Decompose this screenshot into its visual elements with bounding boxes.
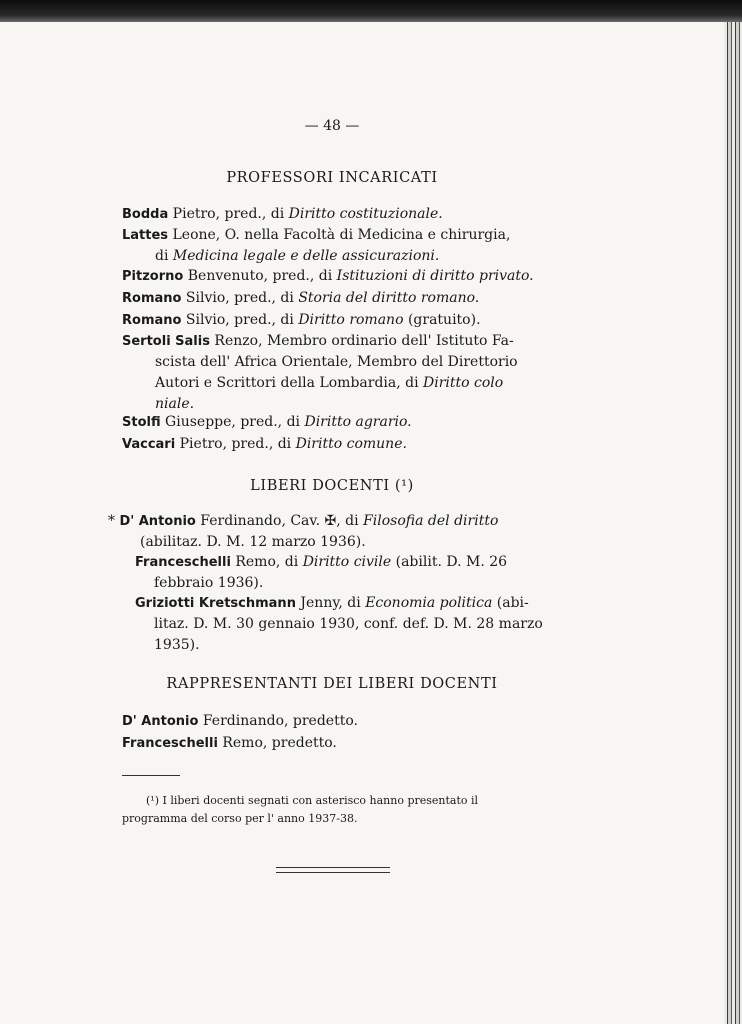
entry-subject: Storia del diritto romano. bbox=[298, 290, 480, 306]
entry-text: Jenny, di bbox=[295, 595, 366, 611]
entry-text: Autori e Scrittori della Lombardia, di bbox=[155, 375, 424, 391]
entry-text: Pietro, pred., di bbox=[168, 206, 289, 222]
entry-name: Pitzorno bbox=[122, 269, 184, 284]
entry-text: Remo, predetto. bbox=[217, 735, 337, 751]
entry-name: Romano bbox=[122, 313, 182, 328]
entry-text: Ferdinando, Cav. ✠, di bbox=[195, 513, 364, 529]
asterisk-marker: * bbox=[108, 513, 120, 529]
entry-name: Romano bbox=[122, 291, 182, 306]
entry-continuation: (abilitaz. D. M. 12 marzo 1936). bbox=[140, 534, 366, 550]
entry-name: Griziotti Kretschmann bbox=[135, 596, 296, 611]
entry-name: D' Antonio bbox=[119, 514, 196, 529]
entry-subject: Medicina legale e delle assicurazioni. bbox=[172, 248, 440, 264]
entry-subject: Diritto romano bbox=[298, 312, 404, 328]
entry-name: Franceschelli bbox=[135, 555, 231, 570]
entry-vaccari bbox=[122, 434, 546, 455]
heading-liberi-docenti: LIBERI DOCENTI (¹) bbox=[250, 478, 414, 494]
entry-subject: Diritto agrario. bbox=[304, 414, 412, 430]
entry-name: Franceschelli bbox=[122, 736, 218, 751]
entry-name: Bodda bbox=[122, 207, 169, 222]
entry-text: Giuseppe, pred., di bbox=[160, 414, 305, 430]
entry-continuation bbox=[122, 246, 546, 267]
entry-name: Vaccari bbox=[122, 437, 176, 452]
entry-dantonio bbox=[108, 511, 546, 553]
document-page bbox=[0, 22, 724, 1024]
entry-text: Renzo, Membro ordinario dell' Istituto Fa- bbox=[209, 333, 514, 349]
entry-subject: Diritto costituzionale. bbox=[288, 206, 443, 222]
entry-text: Benvenuto, pred., di bbox=[183, 268, 337, 284]
entry-subject: Diritto colo niale. bbox=[155, 375, 504, 412]
end-double-rule bbox=[276, 867, 390, 873]
scan-top-border bbox=[0, 0, 742, 22]
entry-franceschelli bbox=[135, 552, 546, 594]
entry-subject: Filosofia del diritto bbox=[363, 513, 499, 529]
entry-continuation: febbraio 1936). bbox=[154, 575, 264, 591]
entry-romano-storia bbox=[122, 288, 546, 309]
entry-bodda bbox=[122, 204, 546, 225]
heading-professori-incaricati: PROFESSORI INCARICATI bbox=[226, 170, 438, 186]
entry-text: Remo, di bbox=[230, 554, 303, 570]
entry-romano-diritto bbox=[122, 310, 546, 331]
entry-lattes bbox=[122, 225, 546, 267]
entry-continuation: 1935). bbox=[154, 637, 200, 653]
page-number: — 48 — bbox=[304, 118, 360, 134]
scan-book-edge bbox=[724, 22, 742, 1024]
entry-text: (abilit. D. M. 26 bbox=[391, 554, 508, 570]
entry-name: Sertoli Salis bbox=[122, 334, 210, 349]
entry-continuation: scista dell' Africa Orientale, Membro del Direttorio bbox=[155, 354, 518, 370]
entry-name: Stolfi bbox=[122, 415, 161, 430]
entry-sertoli-salis bbox=[122, 331, 546, 415]
entry-continuation: litaz. D. M. 30 gennaio 1930, conf. def. D. M. 28 marzo bbox=[154, 616, 543, 632]
entry-text: Silvio, pred., di bbox=[181, 290, 299, 306]
entry-stolfi bbox=[122, 412, 546, 433]
entry-subject: Istituzioni di diritto privato. bbox=[336, 268, 534, 284]
entry-subject: Economia politica bbox=[365, 595, 493, 611]
entry-name: Lattes bbox=[122, 228, 169, 243]
entry-griziotti bbox=[135, 593, 546, 656]
entry-text: Silvio, pred., di bbox=[181, 312, 299, 328]
entry-text: (abi- bbox=[492, 595, 529, 611]
entry-subject: Diritto civile bbox=[302, 554, 392, 570]
entry-rapp-dantonio bbox=[122, 711, 546, 732]
entry-continuation bbox=[122, 373, 546, 415]
entry-text: Ferdinando, predetto. bbox=[198, 713, 358, 729]
entry-text: Leone, O. nella Facoltà di Medicina e chirurgia, bbox=[168, 227, 511, 243]
entry-text: di bbox=[155, 248, 173, 264]
heading-rappresentanti: RAPPRESENTANTI DEI LIBERI DOCENTI bbox=[166, 676, 498, 692]
entry-text: (gratuito). bbox=[403, 312, 481, 328]
entry-name: D' Antonio bbox=[122, 714, 199, 729]
entry-text: Pietro, pred., di bbox=[175, 436, 296, 452]
entry-rapp-franceschelli bbox=[122, 733, 546, 754]
entry-pitzorno bbox=[122, 266, 546, 287]
entry-subject: Diritto comune. bbox=[295, 436, 407, 452]
footnote-rule bbox=[122, 775, 180, 776]
footnote: (¹) I liberi docenti segnati con asterisco hanno presentato il programma del corso per l' anno 1937-38. bbox=[122, 794, 479, 825]
